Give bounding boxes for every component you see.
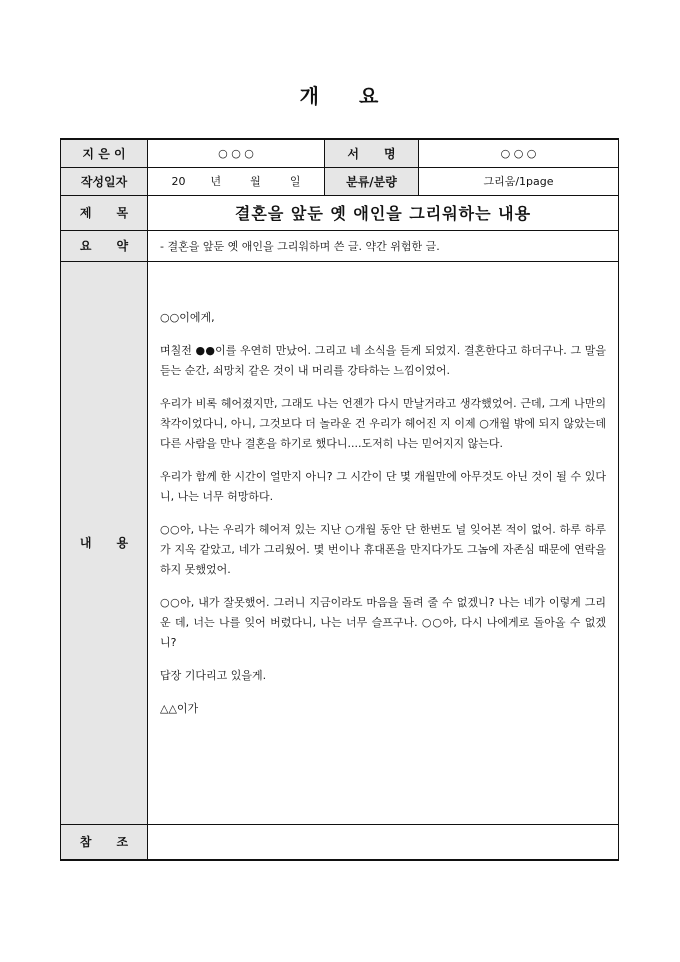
signature-value: ○ ○ ○ bbox=[419, 139, 619, 167]
author-label: 지 은 이 bbox=[61, 139, 148, 167]
subject-label: 제 목 bbox=[61, 195, 148, 230]
title-part-2: 요 bbox=[359, 84, 381, 108]
category-value: 그리움/1page bbox=[419, 167, 619, 195]
category-label: 분류/분량 bbox=[325, 167, 419, 195]
title-part-1: 개 bbox=[299, 84, 321, 108]
summary-label: 요 약 bbox=[61, 230, 148, 261]
content-paragraph: 답장 기다리고 있을게. bbox=[160, 668, 267, 682]
reference-value bbox=[148, 824, 619, 860]
date-year-unit: 년 bbox=[210, 175, 222, 188]
subject-row bbox=[61, 195, 619, 230]
content-paragraph: ○○아, 내가 잘못했어. 그러니 지금이라도 마음을 돌려 줄 수 없겠니? 나는 네가 이렇게 그리운 데, 너는 나를 잊어 버렸다니, 나는 너무 슬프구나. ○○아, 다시 나에게로 돌아올 수 없겠니? bbox=[160, 595, 606, 649]
date-row bbox=[61, 167, 619, 195]
content-row bbox=[61, 261, 619, 824]
date-year: 20 bbox=[171, 175, 186, 188]
content-label: 내 용 bbox=[61, 261, 148, 824]
date-day-unit: 일 bbox=[289, 175, 301, 188]
content-paragraph: ○○이에게, bbox=[160, 310, 215, 324]
content-paragraph: 우리가 비록 헤어졌지만, 그래도 나는 언젠가 다시 만날거라고 생각했었어. 근데, 그게 나만의 착각이었다니, 아니, 그것보다 더 놀라운 건 우리가 헤어진 지 이제 ○개월 밖에 되지 않았는데 다른 사람을 만나 결혼을 하기로 했다니....도저히 나는 믿어지지 않는다. bbox=[160, 396, 606, 450]
content-paragraph: 우리가 함께 한 시간이 얼만지 아니? 그 시간이 단 몇 개월만에 아무것도 아닌 것이 될 수 있다니, 나는 너무 허망하다. bbox=[160, 469, 606, 503]
content-paragraph: △△이가 bbox=[160, 701, 199, 715]
author-value: ○ ○ ○ bbox=[148, 139, 325, 167]
subject-value: 결혼을 앞둔 옛 애인을 그리워하는 내용 bbox=[148, 195, 619, 230]
reference-label: 참 조 bbox=[61, 824, 148, 860]
summary-value: - 결혼을 앞둔 옛 애인을 그리워하며 쓴 글. 약간 위험한 글. bbox=[148, 230, 619, 261]
date-value bbox=[148, 167, 325, 195]
content-paragraph: ○○아, 나는 우리가 헤어져 있는 지난 ○개월 동안 단 한번도 널 잊어본 적이 없어. 하루 하루가 지옥 같았고, 네가 그리웠어. 몇 번이나 휴대폰을 만지다가도 그놈에 자존심 때문에 연락을 하지 못했었어. bbox=[160, 522, 606, 576]
author-row bbox=[61, 139, 619, 167]
content-body bbox=[148, 261, 619, 824]
date-month-unit: 월 bbox=[250, 175, 261, 188]
date-label: 작성일자 bbox=[61, 167, 148, 195]
summary-form-table bbox=[60, 138, 619, 861]
content-paragraph: 며칠전 ●●이를 우연히 만났어. 그리고 네 소식을 듣게 되었지. 결혼한다고 하더구나. 그 말을 듣는 순간, 쇠망치 같은 것이 내 머리를 강타하는 느낌이었어. bbox=[160, 343, 606, 377]
document-title bbox=[0, 80, 680, 109]
reference-row bbox=[61, 824, 619, 860]
signature-label: 서 명 bbox=[325, 139, 419, 167]
summary-row bbox=[61, 230, 619, 261]
